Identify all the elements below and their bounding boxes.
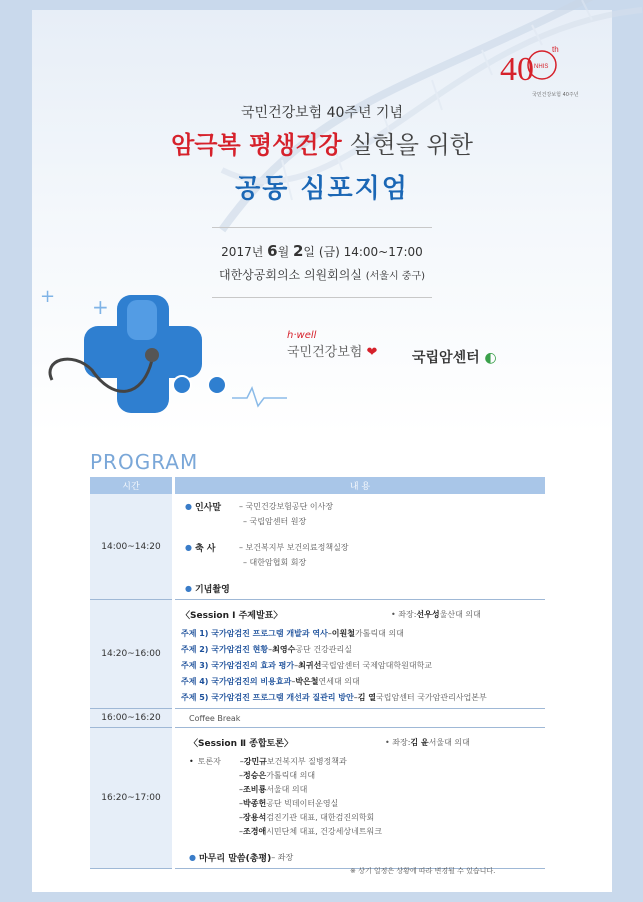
title-rest: 실현을 위한 xyxy=(341,131,473,159)
chair-name: 선우성 xyxy=(416,610,440,619)
event-date: 2017년 6월 2일 (금) 14:00~17:00 xyxy=(221,242,423,260)
time-cell: 14:00~14:20 xyxy=(90,494,174,600)
ncc-logo: 국립암센터 ◐ xyxy=(412,350,497,366)
anniversary-badge xyxy=(492,40,579,100)
panelist-name: 장용석 xyxy=(243,813,267,822)
table-row xyxy=(90,600,545,709)
program-heading: PROGRAM xyxy=(90,450,199,474)
divider-top xyxy=(212,227,432,228)
content-cell: 〈Session Ⅱ 종합토론〉 • 좌장: 김 윤 서울대 의대 • 토론자 – 강민규 보건복지부 질병정책과 – 정승은 가톨릭대 의대 – 조비룡 서울대 의대 – 박종헌 공단 빅데이터운영실 – 장용석 검진기관 대표, 대한검진의학회 – 조경애 시민단체 대표, 건강세상네트워크 ● 마무리 말씀(총평) – 좌장 xyxy=(174,728,546,869)
table-row xyxy=(90,709,545,728)
speaker-name: 최귀선 xyxy=(298,661,322,670)
session-title: 〈Session Ⅰ 주제발표〉 xyxy=(181,611,283,621)
nhis-name: 국민건강보험 ❤ xyxy=(287,345,378,360)
greeting-speaker: – 국립암센터 원장 xyxy=(243,517,307,526)
greeting-label: 인사말 xyxy=(194,503,222,513)
time-cell: 16:20~17:00 xyxy=(90,728,174,869)
footnote: ※ 상기 일정은 상황에 따라 변경될 수 있습니다. xyxy=(350,867,496,875)
hero-area xyxy=(32,10,612,435)
bullet-icon: ● xyxy=(185,502,192,511)
topic-title: 주제 2) 국가암검진 현황 xyxy=(181,645,269,654)
greeting-speaker: – 국민건강보험공단 이사장 xyxy=(238,502,334,511)
event-title-line2: 공동 심포지엄 xyxy=(235,174,409,204)
speaker-affiliation: 연세대 의대 xyxy=(318,677,360,686)
speaker-affiliation: 가톨릭대 의대 xyxy=(354,629,404,638)
panelist-name: 조비룡 xyxy=(243,785,267,794)
chair-name: 김 윤 xyxy=(410,738,429,747)
time-cell: 14:20~16:00 xyxy=(90,600,174,709)
panelist-affiliation: 서울대 의대 xyxy=(266,785,308,794)
content-cell: 〈Session Ⅰ 주제발표〉 • 좌장: 선우성 울산대 의대 주제 1) 국가암검진 프로그램 개발과 역사 – 이원철 가톨릭대 의대 주제 2) 국가암검진 현황 – 최영수 공단 건강관리실 주제 3) 국가암검진의 효과 평가 – 최귀선 국립암센터 국제암대학원대학교 주제 4) 국가암검진의 비용효과 – 박은철 연세대 의대 주제 5) 국가암검진 프로그램 개선과 질관리 방안 – 김 열 국립암센터 국가암관리사업본부 xyxy=(174,600,546,709)
topic-title: 주제 4) 국가암검진의 비용효과 xyxy=(181,677,292,686)
congrats-speaker: – 대한암협회 회장 xyxy=(243,558,307,567)
coffee-break-label: Coffee Break xyxy=(189,713,241,723)
speaker-affiliation: 공단 건강관리실 xyxy=(295,645,352,654)
nhis-tagline: h·well xyxy=(287,330,317,341)
nhis-logo xyxy=(287,330,377,360)
bullet-icon: ● xyxy=(185,543,192,552)
panelist-affiliation: 가톨릭대 의대 xyxy=(266,771,316,780)
speaker-affiliation: 국립암센터 국제암대학원대학교 xyxy=(321,661,433,670)
panel-label: 토론자 xyxy=(197,757,221,766)
heart-icon: ❤ xyxy=(366,345,378,360)
speaker-name: 박은철 xyxy=(295,677,319,686)
event-subtitle: 국민건강보험 40주년 기념 xyxy=(241,105,403,121)
closing-remarks: 마무리 말씀(총평) xyxy=(198,854,272,864)
speaker-name: 최영수 xyxy=(272,645,296,654)
event-venue: 대한상공회의소 의원회의실 (서울시 중구) xyxy=(218,268,426,282)
svg-text:NHIS: NHIS xyxy=(534,64,549,70)
panelist-affiliation: 시민단체 대표, 건강세상네트워크 xyxy=(266,827,383,836)
header-time: 시간 xyxy=(90,477,174,494)
panelist-name: 정승은 xyxy=(243,771,267,780)
panelist-name: 박종헌 xyxy=(243,799,267,808)
time-cell: 16:00~16:20 xyxy=(90,709,174,728)
poster xyxy=(32,10,612,892)
table-row xyxy=(90,728,545,869)
chair-label: • 좌장: xyxy=(385,738,411,747)
svg-text:국민건강보험 40주년: 국민건강보험 40주년 xyxy=(532,92,579,98)
chair-affiliation: 울산대 의대 xyxy=(439,610,481,619)
chair-label: • 좌장: xyxy=(391,610,417,619)
ncc-leaf-icon: ◐ xyxy=(484,350,497,366)
table-row xyxy=(90,494,545,600)
bullet-icon: ● xyxy=(189,853,196,862)
title-highlight: 암극복 평생건강 xyxy=(171,131,342,159)
session-title: 〈Session Ⅱ 종합토론〉 xyxy=(189,739,293,749)
svg-text:th: th xyxy=(552,45,559,54)
topic-title: 주제 5) 국가암검진 프로그램 개선과 질관리 방안 xyxy=(181,693,354,702)
bullet-icon: ● xyxy=(185,584,192,593)
svg-text:40: 40 xyxy=(500,51,534,88)
panelist-name: 조경애 xyxy=(243,827,267,836)
panelist-name: 강민규 xyxy=(243,757,267,766)
header-content: 내 용 xyxy=(174,477,546,494)
event-title-line1 xyxy=(32,125,612,160)
svg-text:+: + xyxy=(40,286,56,307)
panelist-affiliation: 보건복지부 질병정책과 xyxy=(266,757,347,766)
content-cell xyxy=(174,709,546,728)
speaker-name: 김 열 xyxy=(357,693,377,702)
congrats-speaker: – 보건복지부 보건의료정책실장 xyxy=(238,543,349,552)
chair-affiliation: 서울대 의대 xyxy=(428,738,470,747)
content-cell xyxy=(174,494,546,600)
topic-title: 주제 1) 국가암검진 프로그램 개발과 역사 xyxy=(181,629,328,638)
panelist-affiliation: 검진기관 대표, 대한검진의학회 xyxy=(266,813,375,822)
medical-cross-stethoscope-icon xyxy=(32,280,292,420)
congrats-label: 축 사 xyxy=(194,544,216,554)
program-table xyxy=(90,477,545,869)
speaker-name: 이원철 xyxy=(331,629,355,638)
svg-text:+: + xyxy=(92,295,109,319)
panelist-affiliation: 공단 빅데이터운영실 xyxy=(266,799,339,808)
table-header-row xyxy=(90,477,545,494)
photo-label: 기념촬영 xyxy=(194,585,230,595)
anniversary-40-logo xyxy=(492,40,579,100)
topic-title: 주제 3) 국가암검진의 효과 평가 xyxy=(181,661,295,670)
closing-speaker: – 좌장 xyxy=(271,853,294,862)
speaker-affiliation: 국립암센터 국가암관리사업본부 xyxy=(376,693,487,702)
